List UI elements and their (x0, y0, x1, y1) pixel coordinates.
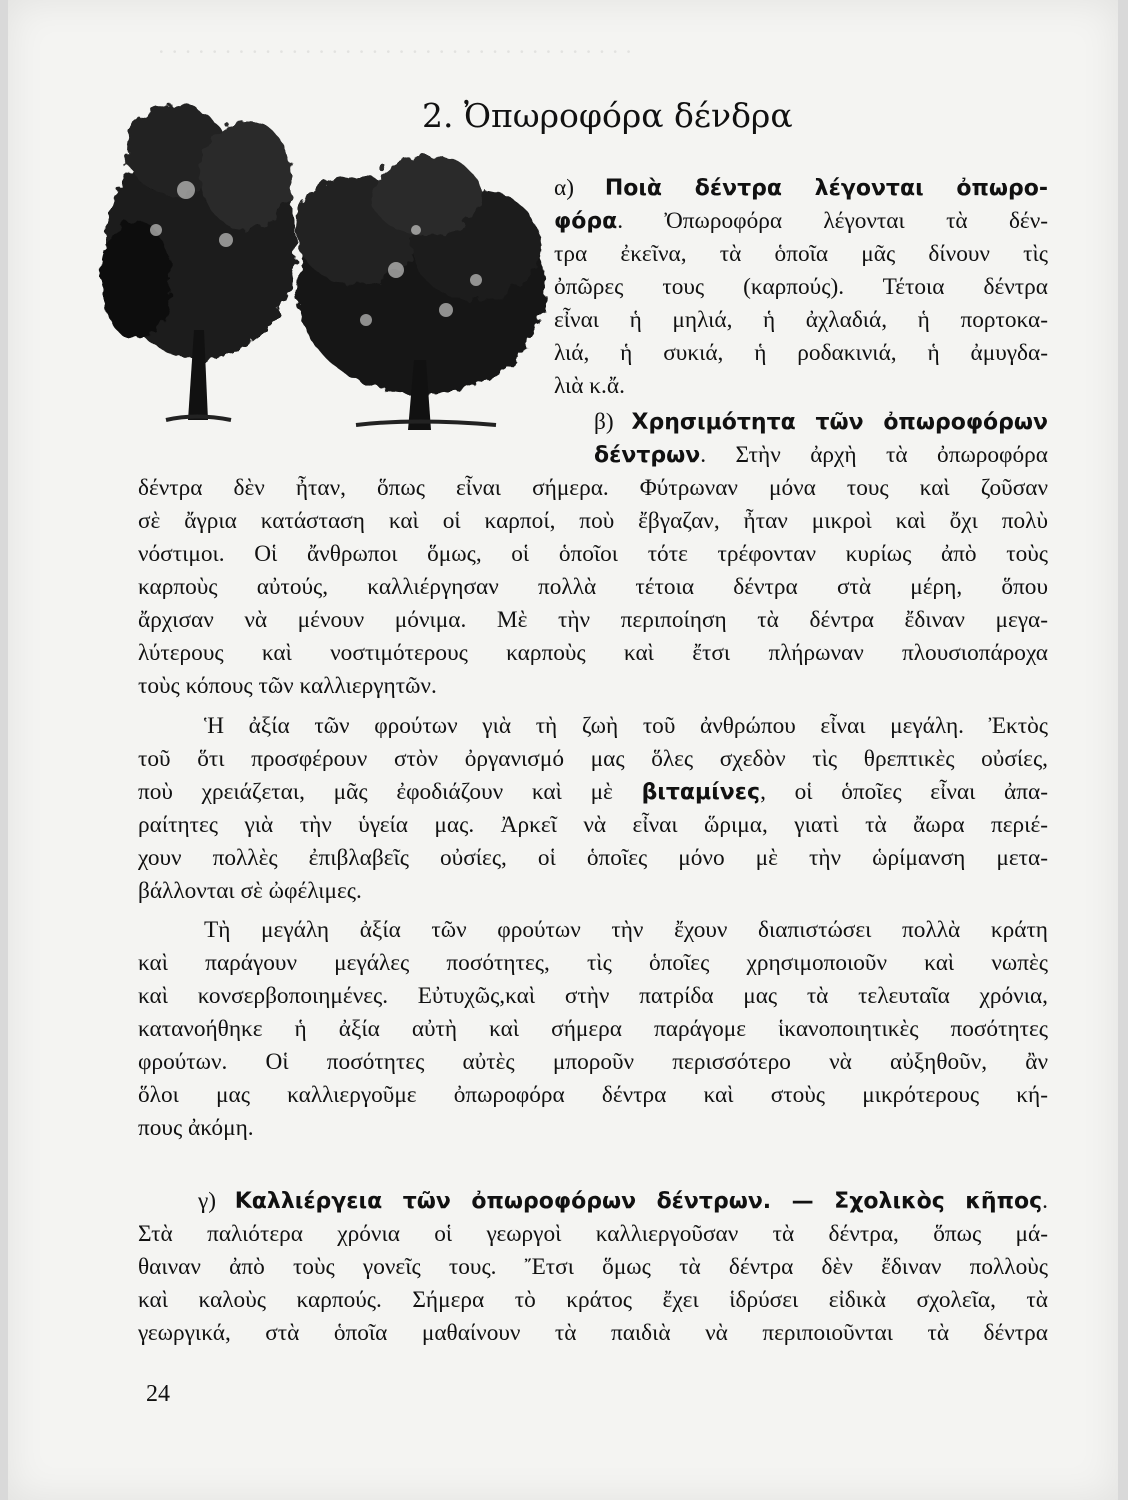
book-page (8, 0, 1118, 1500)
paragraph-line: καὶ παράγουν μεγάλες ποσότητες, τὶς ὁποῖες χρησιμοποιοῦν καὶ νωπὲς (138, 950, 1048, 976)
bleed-through-text: · · · · · · · · · · · · · · · · · · · · · · · · · · · · · · · · · · · · (158, 40, 632, 64)
section-c-line: θαιναν ἀπὸ τοὺς γονεῖς τους. Ἔτσι ὅμως τὰ δέντρα δὲν ἔδιναν πολλοὺς (138, 1254, 1048, 1280)
paragraph-line: βάλλονται σὲ ὠφέλιμες. (138, 878, 362, 904)
paragraph-line: τοῦ ὅτι προσφέρουν στὸν ὀργανισμό μας ὅλες σχεδὸν τὶς θρεπτικὲς οὐσίες, (138, 746, 1048, 772)
section-c-line: καὶ καλοὺς καρπούς. Σήμερα τὸ κράτος ἔχει ἱδρύσει εἰδικὰ σχολεῖα, τὰ (138, 1287, 1048, 1313)
paragraph-line: πους ἀκόμη. (138, 1115, 254, 1141)
section-b-head (594, 406, 1048, 472)
paragraph-line: Τὴ μεγάλη ἀξία τῶν φρούτων τὴν ἔχουν διαπιστώσει πολλὰ κράτη (204, 917, 1048, 943)
section-b-paragraph-2 (138, 710, 1048, 908)
section-b-line: καρποὺς αὐτούς, καλλιέργησαν πολλὰ τέτοια δέντρα στὰ μέρη, ὅπου (138, 574, 1048, 600)
section-b-body (138, 472, 1048, 703)
section-b-line: νόστιμοι. Οἱ ἄνθρωποι ὅμως, οἱ ὁποῖοι τότε τρέφονταν κυρίως ἀπὸ τοὺς (138, 541, 1048, 567)
paragraph-line: χουν πολλὲς ἐπιβλαβεῖς οὐσίες, οἱ ὁποῖες μόνο μὲ τὴν ὡρίμανση μετα- (138, 845, 1048, 871)
section-a-line: φόρα. Ὀπωροφόρα λέγονται τὰ δέν- (554, 208, 1048, 234)
section-a-line: λιά, ἡ συκιά, ἡ ροδακινιά, ἡ ἀμυγδα- (554, 340, 1048, 366)
section-b-line: τοὺς κόπους τῶν καλλιεργητῶν. (138, 673, 437, 699)
section-c (138, 1185, 1048, 1350)
fruit-trees-illustration (96, 80, 556, 450)
section-a-heading-line: α) Ποιὰ δέντρα λέγονται ὀπωρο- (554, 175, 1048, 201)
section-b-line: σὲ ἄγρια κατάσταση καὶ οἱ καρποί, ποὺ ἔβγαζαν, ἦταν μικροὶ καὶ ὄχι πολὺ (138, 508, 1048, 534)
section-b-heading-line: β) Χρησιμότητα τῶν ὀπωροφόρων (594, 409, 1048, 435)
section-a-line: λιὰ κ.ἄ. (554, 373, 625, 399)
paragraph-line: ὅλοι μας καλλιεργοῦμε ὀπωροφόρα δέντρα καὶ στοὺς μικρότερους κή- (138, 1082, 1048, 1108)
page-number: 24 (146, 1381, 170, 1407)
section-c-heading-line: γ) Καλλιέργεια τῶν ὀπωροφόρων δέντρων. — Σχολικὸς κῆπος. (198, 1188, 1048, 1214)
paragraph-line: ποὺ χρειάζεται, μᾶς ἐφοδιάζουν καὶ μὲ βιταμίνες, οἱ ὁποῖες εἶναι ἀπα- (138, 779, 1048, 805)
paragraph-line: κατανοήθηκε ἡ ἀξία αὐτὴ καὶ σήμερα παράγομε ἱκανοποιητικὲς ποσότητες (138, 1016, 1048, 1042)
page-title: 2. Ὀπωροφόρα δένδρα (422, 96, 793, 135)
section-a-line: ὀπῶρες τους (καρπούς). Τέτοια δέντρα (554, 274, 1048, 300)
section-b-line: δέντρων. Στὴν ἀρχὴ τὰ ὀπωροφόρα (594, 442, 1048, 468)
paragraph-line: φρούτων. Οἱ ποσότητες αὐτὲς μποροῦν περισσότερο νὰ αὐξηθοῦν, ἂν (138, 1049, 1048, 1075)
paragraph-line: καὶ κονσερβοποιημένες. Εὐτυχῶς,καὶ στὴν πατρίδα μας τὰ τελευταῖα χρόνια, (138, 983, 1048, 1009)
section-a-line: εἶναι ἡ μηλιά, ἡ ἀχλαδιά, ἡ πορτοκα- (554, 307, 1048, 333)
section-c-line: Στὰ παλιότερα χρόνια οἱ γεωργοὶ καλλιεργοῦσαν τὰ δέντρα, ὅπως μά- (138, 1221, 1048, 1247)
paragraph-line: Ἡ ἀξία τῶν φρούτων γιὰ τὴ ζωὴ τοῦ ἀνθρώπου εἶναι μεγάλη. Ἐκτὸς (204, 713, 1048, 739)
section-b-paragraph-3 (138, 914, 1048, 1145)
section-a (554, 172, 1048, 403)
section-b-line: ἄρχισαν νὰ μένουν μόνιμα. Μὲ τὴν περιποίηση τὰ δέντρα ἔδιναν μεγα- (138, 607, 1048, 633)
section-b-line: λύτερους καὶ νοστιμότερους καρποὺς καὶ ἔτσι πλήρωναν πλουσιοπάροχα (138, 640, 1048, 666)
section-c-line: γεωργικά, στὰ ὁποῖα μαθαίνουν τὰ παιδιὰ νὰ περιποιοῦνται τὰ δέντρα (138, 1320, 1048, 1346)
paragraph-line: ραίτητες γιὰ τὴν ὑγεία μας. Ἀρκεῖ νὰ εἶναι ὥριμα, γιατὶ τὰ ἄωρα περιέ- (138, 812, 1048, 838)
section-b-line: δέντρα δὲν ἦταν, ὅπως εἶναι σήμερα. Φύτρωναν μόνα τους καὶ ζοῦσαν (138, 475, 1048, 501)
section-a-line: τρα ἐκεῖνα, τὰ ὁποῖα μᾶς δίνουν τὶς (554, 241, 1048, 267)
